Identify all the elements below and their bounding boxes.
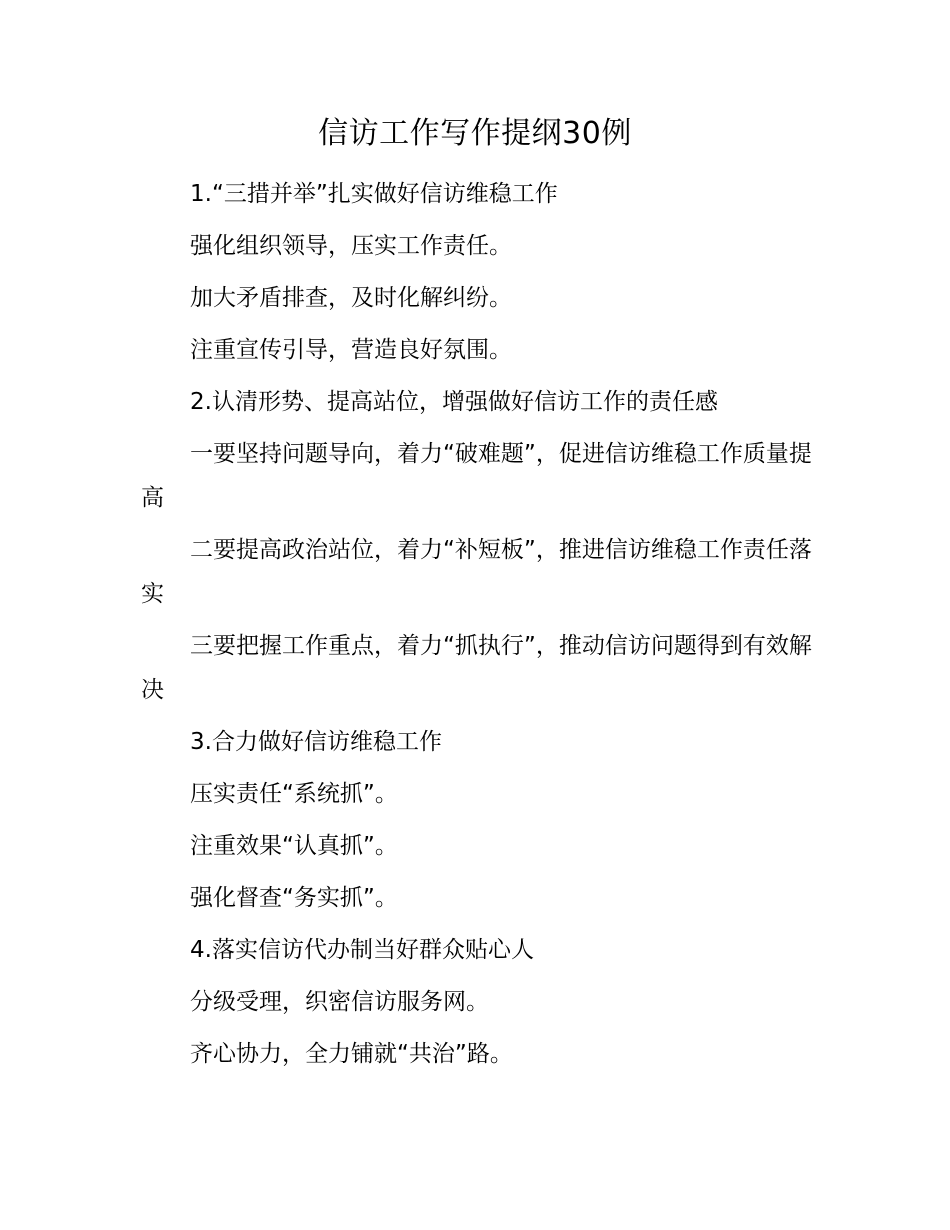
paragraph: 注重宣传引导，营造良好氛围。 xyxy=(190,337,512,363)
heading-item-1: 1.“三措并举”扎实做好信访维稳工作 xyxy=(190,181,558,207)
paragraph: 分级受理，织密信访服务网。 xyxy=(190,989,489,1015)
document-title: 信访工作写作提纲30例 xyxy=(318,116,632,151)
paragraph: 强化督查“务实抓”。 xyxy=(190,885,398,911)
paragraph: 注重效果“认真抓”。 xyxy=(190,833,398,859)
document-body xyxy=(141,172,813,1076)
paragraph: 压实责任“系统抓”。 xyxy=(190,781,398,807)
heading-item-4: 4.落实信访代办制当好群众贴心人 xyxy=(190,937,534,963)
paragraph: 三要把握工作重点，着力“抓执行”，推动信访问题得到有效解决 xyxy=(141,633,812,703)
paragraph: 齐心协力，全力铺就“共治”路。 xyxy=(190,1041,513,1067)
paragraph: 二要提高政治站位，着力“补短板”，推进信访维稳工作责任落实 xyxy=(141,537,812,607)
paragraph: 加大矛盾排查，及时化解纠纷。 xyxy=(190,285,512,311)
heading-item-2: 2.认清形势、提高站位，增强做好信访工作的责任感 xyxy=(190,389,718,415)
heading-item-3: 3.合力做好信访维稳工作 xyxy=(190,729,442,755)
paragraph: 强化组织领导，压实工作责任。 xyxy=(190,233,512,259)
paragraph: 一要坚持问题导向，着力“破难题”，促进信访维稳工作质量提高 xyxy=(141,441,812,511)
